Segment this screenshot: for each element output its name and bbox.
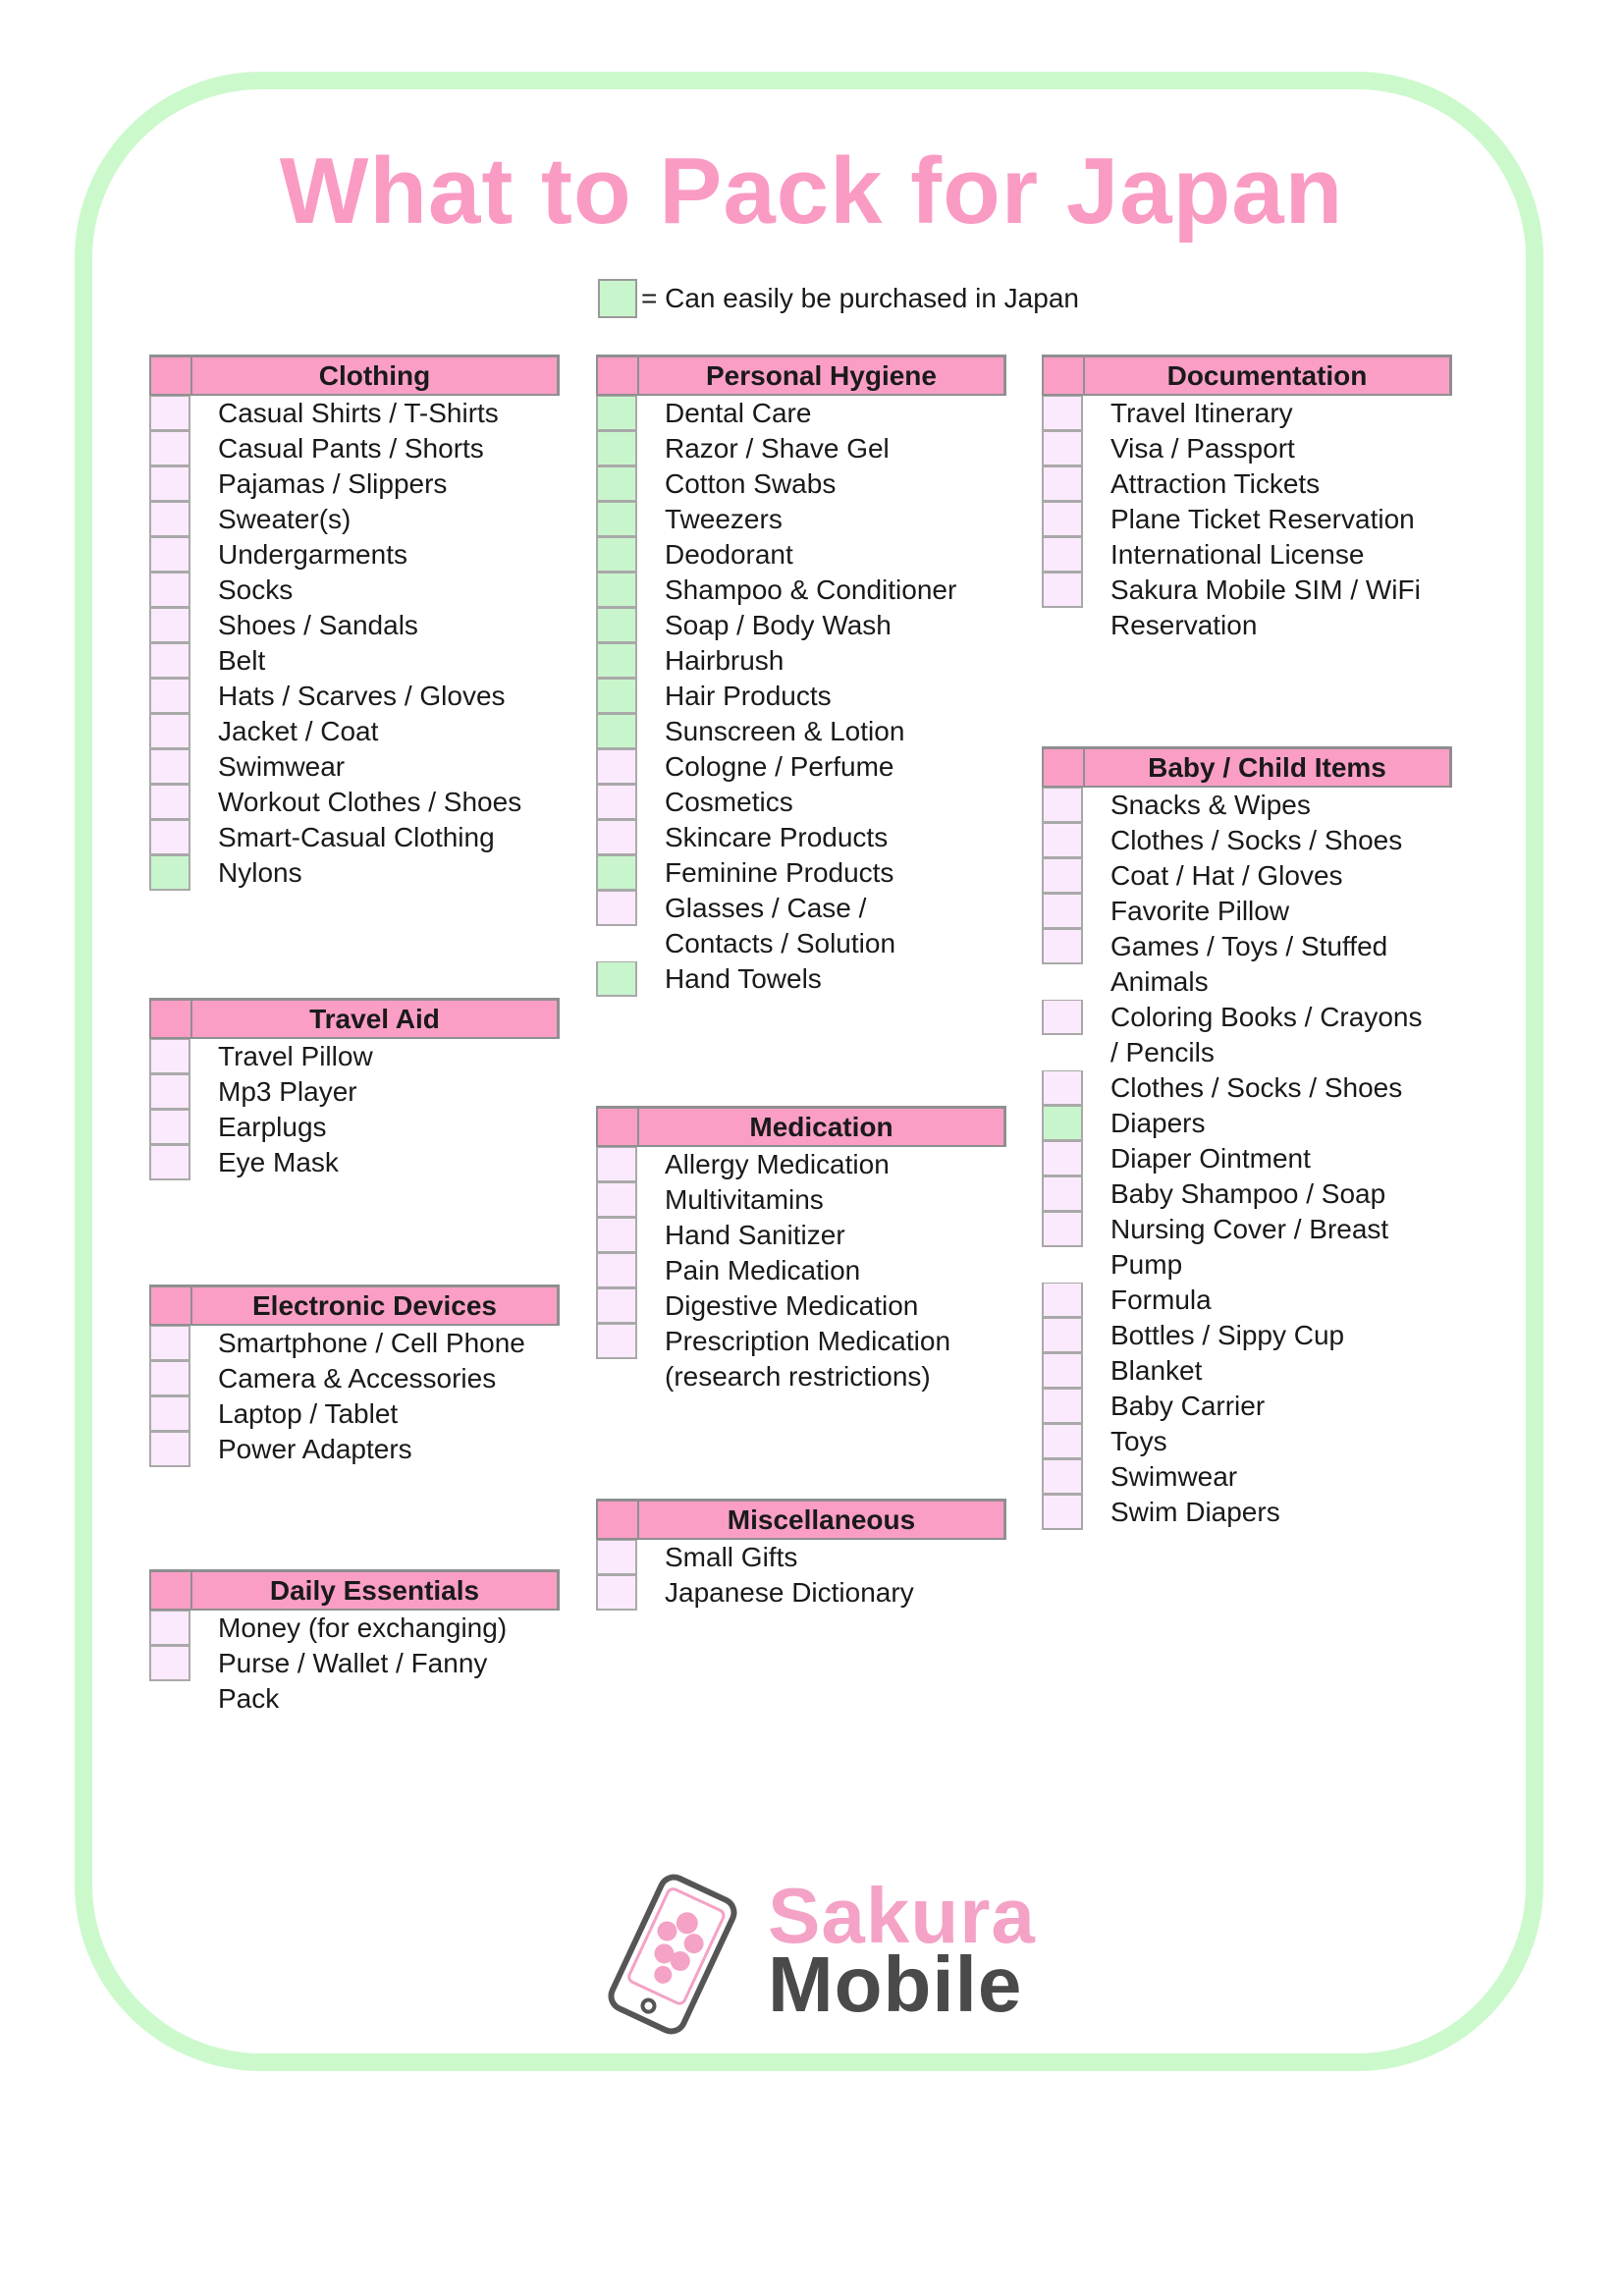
item-label: Eye Mask <box>218 1147 339 1177</box>
checkbox[interactable] <box>1042 466 1083 502</box>
checklist-item <box>596 537 1006 573</box>
checklist-item <box>149 1074 560 1110</box>
checklist-item <box>149 1326 560 1361</box>
legend <box>598 279 1079 318</box>
item-label: Blanket <box>1110 1355 1203 1386</box>
checklist-item <box>149 749 560 785</box>
checklist-item <box>1042 1424 1452 1459</box>
section-header <box>149 355 560 396</box>
checkbox[interactable] <box>596 1182 637 1218</box>
checkbox[interactable] <box>596 820 637 855</box>
item-label: Power Adapters <box>218 1434 412 1464</box>
checkbox[interactable] <box>596 1253 637 1288</box>
header-checkbox-cell <box>151 1001 192 1037</box>
checklist-item <box>149 785 560 820</box>
checkbox[interactable] <box>149 643 190 679</box>
header-checkbox-cell <box>1044 357 1085 394</box>
item-label: Workout Clothes / Shoes <box>218 787 522 817</box>
checkbox[interactable] <box>149 1432 190 1467</box>
item-label: International License <box>1110 539 1365 570</box>
checkbox[interactable] <box>1042 1106 1083 1141</box>
item-label: Hats / Scarves / Gloves <box>218 681 506 711</box>
section-header <box>1042 746 1452 788</box>
section-miscellaneous <box>596 1499 1006 1611</box>
checklist-item <box>1042 396 1452 431</box>
sakura-mobile-logo <box>589 1871 1060 2038</box>
checklist-item <box>149 643 560 679</box>
item-label: Casual Pants / Shorts <box>218 433 484 464</box>
checkbox[interactable] <box>596 714 637 749</box>
item-label: Favorite Pillow <box>1110 896 1290 926</box>
item-label: Travel Pillow <box>218 1041 373 1071</box>
checkbox[interactable] <box>149 573 190 608</box>
item-label: Travel Itinerary <box>1110 398 1293 428</box>
section-title: Daily Essentials <box>269 1574 480 1606</box>
checklist-item <box>596 679 1006 714</box>
header-checkbox-cell <box>598 1502 639 1538</box>
checklist-item <box>149 502 560 537</box>
section-daily-essentials <box>149 1569 560 1717</box>
checklist-item <box>149 714 560 749</box>
checkbox[interactable] <box>149 466 190 502</box>
checklist-item <box>596 502 1006 537</box>
checklist-item <box>1042 1176 1452 1212</box>
section-header <box>596 355 1006 396</box>
item-label: Prescription Medication (research restrictions) <box>665 1326 951 1392</box>
checklist-item <box>1042 537 1452 573</box>
header-checkbox-cell <box>598 1109 639 1145</box>
checkbox[interactable] <box>596 1147 637 1182</box>
checklist-item <box>149 679 560 714</box>
item-label: Coat / Hat / Gloves <box>1110 860 1343 891</box>
item-label: Visa / Passport <box>1110 433 1295 464</box>
checklist-item <box>1042 573 1452 643</box>
checklist-item <box>596 891 1006 961</box>
checklist-item <box>596 855 1006 891</box>
item-label: Hairbrush <box>665 645 784 676</box>
phone-sakura-icon <box>589 1871 756 2038</box>
checklist-item <box>149 1646 560 1717</box>
checkbox[interactable] <box>149 1646 190 1681</box>
checklist-item <box>149 573 560 608</box>
checklist-item <box>149 1145 560 1180</box>
checkbox[interactable] <box>149 396 190 431</box>
checkbox[interactable] <box>149 431 190 466</box>
item-label: Shampoo & Conditioner <box>665 574 957 605</box>
item-label: Multivitamins <box>665 1184 824 1215</box>
checklist-item <box>596 714 1006 749</box>
section-title: Baby / Child Items <box>1148 751 1386 783</box>
item-label: Sweater(s) <box>218 504 352 534</box>
checklist-item <box>149 608 560 643</box>
checkbox[interactable] <box>1042 502 1083 537</box>
checkbox[interactable] <box>1042 823 1083 858</box>
header-checkbox-cell <box>151 1572 192 1609</box>
checkbox[interactable] <box>596 608 637 643</box>
checklist-item <box>149 1611 560 1646</box>
item-label: Japanese Dictionary <box>665 1577 914 1608</box>
checkbox[interactable] <box>596 537 637 573</box>
checkbox[interactable] <box>1042 1424 1083 1459</box>
section-header <box>596 1499 1006 1540</box>
checklist-item <box>596 749 1006 785</box>
section-header <box>596 1106 1006 1147</box>
item-label: Small Gifts <box>665 1542 798 1572</box>
item-label: Tweezers <box>665 504 783 534</box>
checklist-item <box>149 1396 560 1432</box>
checkbox[interactable] <box>149 1326 190 1361</box>
item-label: Swimwear <box>1110 1461 1238 1492</box>
checkbox[interactable] <box>596 502 637 537</box>
legend-swatch <box>598 279 637 318</box>
item-label: Undergarments <box>218 539 407 570</box>
checkbox[interactable] <box>149 1039 190 1074</box>
item-label: Hand Towels <box>665 963 822 994</box>
checkbox[interactable] <box>596 1575 637 1611</box>
checklist-item <box>1042 1070 1452 1106</box>
section-title: Electronic Devices <box>251 1289 498 1321</box>
checklist-item <box>149 1361 560 1396</box>
item-label: Plane Ticket Reservation <box>1110 504 1415 534</box>
section-clothing <box>149 355 560 891</box>
header-checkbox-cell <box>151 1287 192 1324</box>
item-label: Hand Sanitizer <box>665 1220 845 1250</box>
checkbox[interactable] <box>1042 1000 1083 1035</box>
checkbox[interactable] <box>596 573 637 608</box>
checkbox[interactable] <box>1042 537 1083 573</box>
checkbox[interactable] <box>149 1074 190 1110</box>
checkbox[interactable] <box>149 502 190 537</box>
checklist-item <box>1042 823 1452 858</box>
checkbox[interactable] <box>1042 1176 1083 1212</box>
checklist-item <box>596 785 1006 820</box>
checkbox[interactable] <box>1042 431 1083 466</box>
checkbox[interactable] <box>596 1324 637 1359</box>
header-checkbox-cell <box>1044 749 1085 786</box>
checkbox[interactable] <box>1042 1141 1083 1176</box>
item-label: Dental Care <box>665 398 812 428</box>
checkbox[interactable] <box>596 643 637 679</box>
checkbox[interactable] <box>149 1110 190 1145</box>
item-label: Coloring Books / Crayons / Pencils <box>1110 1002 1423 1067</box>
checklist-item <box>596 1218 1006 1253</box>
item-label: Mp3 Player <box>218 1076 357 1107</box>
item-label: Purse / Wallet / Fanny Pack <box>218 1648 488 1714</box>
section-title: Documentation <box>1166 359 1368 391</box>
checkbox[interactable] <box>1042 858 1083 894</box>
checkbox[interactable] <box>1042 1318 1083 1353</box>
item-label: Clothes / Socks / Shoes <box>1110 1072 1403 1103</box>
checkbox[interactable] <box>596 1218 637 1253</box>
item-label: Bottles / Sippy Cup <box>1110 1320 1345 1350</box>
checklist-item <box>149 820 560 855</box>
section-documentation <box>1042 355 1452 643</box>
checklist-item <box>596 1540 1006 1575</box>
section-header <box>149 1285 560 1326</box>
checkbox[interactable] <box>596 1288 637 1324</box>
checkbox[interactable] <box>596 396 637 431</box>
checkbox[interactable] <box>1042 1389 1083 1424</box>
item-label: Skincare Products <box>665 822 889 852</box>
checklist-item <box>149 466 560 502</box>
item-label: Games / Toys / Stuffed Animals <box>1110 931 1388 997</box>
item-label: Diapers <box>1110 1108 1206 1138</box>
item-label: Razor / Shave Gel <box>665 433 890 464</box>
checkbox[interactable] <box>149 1361 190 1396</box>
section-header <box>149 998 560 1039</box>
checklist-item <box>1042 502 1452 537</box>
checkbox[interactable] <box>596 855 637 891</box>
checkbox[interactable] <box>149 608 190 643</box>
checklist-item <box>596 820 1006 855</box>
item-label: Laptop / Tablet <box>218 1398 399 1429</box>
checkbox[interactable] <box>149 1611 190 1646</box>
checklist-item <box>596 573 1006 608</box>
header-checkbox-cell <box>151 357 192 394</box>
checklist-item <box>1042 1318 1452 1353</box>
item-label: Shoes / Sandals <box>218 610 418 640</box>
checkbox[interactable] <box>596 891 637 926</box>
checklist-item <box>596 643 1006 679</box>
section-title: Clothing <box>318 359 431 391</box>
section-baby-child-items <box>1042 746 1452 1530</box>
item-label: Jacket / Coat <box>218 716 379 746</box>
checklist-item <box>596 608 1006 643</box>
item-label: Hair Products <box>665 681 832 711</box>
checkbox[interactable] <box>149 714 190 749</box>
item-label: Allergy Medication <box>665 1149 890 1179</box>
checkbox[interactable] <box>596 961 637 997</box>
item-label: Camera & Accessories <box>218 1363 497 1394</box>
checklist-item <box>1042 1459 1452 1495</box>
checklist-item <box>596 1324 1006 1394</box>
item-label: Baby Carrier <box>1110 1391 1266 1421</box>
checklist-item <box>596 1253 1006 1288</box>
checkbox[interactable] <box>596 679 637 714</box>
checklist-item <box>149 1432 560 1467</box>
section-title: Medication <box>749 1111 893 1142</box>
item-label: Clothes / Socks / Shoes <box>1110 825 1403 855</box>
checkbox[interactable] <box>1042 788 1083 823</box>
checkbox[interactable] <box>596 749 637 785</box>
item-label: Nylons <box>218 857 302 888</box>
item-label: Nursing Cover / Breast Pump <box>1110 1214 1389 1280</box>
legend-text: = Can easily be purchased in Japan <box>641 283 1079 313</box>
checklist-item <box>1042 466 1452 502</box>
checklist-item <box>149 396 560 431</box>
item-label: Sunscreen & Lotion <box>665 716 905 746</box>
checklist-item <box>1042 894 1452 929</box>
item-label: Snacks & Wipes <box>1110 790 1311 820</box>
checklist-item <box>1042 1141 1452 1176</box>
item-label: Earplugs <box>218 1112 327 1142</box>
item-label: Soap / Body Wash <box>665 610 892 640</box>
checkbox[interactable] <box>1042 894 1083 929</box>
checkbox[interactable] <box>1042 1353 1083 1389</box>
checklist-item <box>1042 431 1452 466</box>
checklist-item <box>1042 929 1452 1000</box>
item-label: Toys <box>1110 1426 1167 1456</box>
section-title: Travel Aid <box>309 1003 440 1034</box>
item-label: Smart-Casual Clothing <box>218 822 495 852</box>
item-label: Deodorant <box>665 539 793 570</box>
logo-word-sakura: Sakura <box>768 1872 1036 1959</box>
section-personal-hygiene <box>596 355 1006 997</box>
checkbox[interactable] <box>596 1540 637 1575</box>
item-label: Pajamas / Slippers <box>218 468 448 499</box>
section-header <box>1042 355 1452 396</box>
section-title: Miscellaneous <box>727 1503 916 1535</box>
checkbox[interactable] <box>1042 1283 1083 1318</box>
item-label: Cologne / Perfume <box>665 751 894 782</box>
section-travel-aid <box>149 998 560 1180</box>
checkbox[interactable] <box>149 820 190 855</box>
checklist-item <box>1042 1212 1452 1283</box>
checkbox[interactable] <box>1042 1070 1083 1106</box>
section-title: Personal Hygiene <box>706 359 937 391</box>
section-header <box>149 1569 560 1611</box>
checkbox[interactable] <box>1042 929 1083 964</box>
checkbox[interactable] <box>1042 396 1083 431</box>
checkbox[interactable] <box>149 855 190 891</box>
checklist-item <box>149 855 560 891</box>
item-label: Baby Shampoo / Soap <box>1110 1178 1386 1209</box>
checkbox[interactable] <box>1042 1495 1083 1530</box>
item-label: Casual Shirts / T-Shirts <box>218 398 499 428</box>
checklist-item <box>149 1110 560 1145</box>
checkbox[interactable] <box>149 1145 190 1180</box>
item-label: Diaper Ointment <box>1110 1143 1311 1174</box>
item-label: Pain Medication <box>665 1255 861 1285</box>
header-checkbox-cell <box>598 357 639 394</box>
checklist-item <box>1042 1283 1452 1318</box>
item-label: Attraction Tickets <box>1110 468 1321 499</box>
item-label: Socks <box>218 574 294 605</box>
checkbox[interactable] <box>1042 1459 1083 1495</box>
item-label: Formula <box>1110 1285 1212 1315</box>
checkbox[interactable] <box>596 466 637 502</box>
checklist-item <box>1042 1353 1452 1389</box>
checkbox[interactable] <box>149 749 190 785</box>
checklist-item <box>1042 1495 1452 1530</box>
checkbox[interactable] <box>596 785 637 820</box>
checklist-item <box>1042 1106 1452 1141</box>
checkbox[interactable] <box>149 679 190 714</box>
section-electronic-devices <box>149 1285 560 1467</box>
checklist-item <box>1042 1389 1452 1424</box>
checklist-item <box>149 431 560 466</box>
item-label: Smartphone / Cell Phone <box>218 1328 525 1358</box>
checklist-item <box>1042 1000 1452 1070</box>
item-label: Cotton Swabs <box>665 468 837 499</box>
section-medication <box>596 1106 1006 1394</box>
checklist-item <box>149 1039 560 1074</box>
checklist-item <box>596 396 1006 431</box>
checklist-item <box>1042 858 1452 894</box>
checklist-item <box>596 1288 1006 1324</box>
checklist-item <box>596 961 1006 997</box>
checkbox[interactable] <box>1042 573 1083 608</box>
logo-word-mobile: Mobile <box>768 1941 1023 2028</box>
item-label: Belt <box>218 645 266 676</box>
checklist-item <box>596 431 1006 466</box>
item-label: Sakura Mobile SIM / WiFi Reservation <box>1110 574 1421 640</box>
checkbox[interactable] <box>149 785 190 820</box>
checkbox[interactable] <box>149 537 190 573</box>
item-label: Glasses / Case / Contacts / Solution <box>665 893 896 958</box>
checklist-item <box>1042 788 1452 823</box>
item-label: Cosmetics <box>665 787 793 817</box>
checklist-item <box>596 466 1006 502</box>
item-label: Swimwear <box>218 751 346 782</box>
page-title: What to Pack for Japan <box>279 138 1344 244</box>
item-label: Feminine Products <box>665 857 894 888</box>
checkbox[interactable] <box>596 431 637 466</box>
checklist-item <box>596 1575 1006 1611</box>
checklist-item <box>596 1182 1006 1218</box>
checklist-item <box>149 537 560 573</box>
item-label: Money (for exchanging) <box>218 1613 508 1643</box>
checklist-item <box>596 1147 1006 1182</box>
item-label: Swim Diapers <box>1110 1497 1280 1527</box>
checkbox[interactable] <box>1042 1212 1083 1247</box>
item-label: Digestive Medication <box>665 1290 919 1321</box>
checkbox[interactable] <box>149 1396 190 1432</box>
